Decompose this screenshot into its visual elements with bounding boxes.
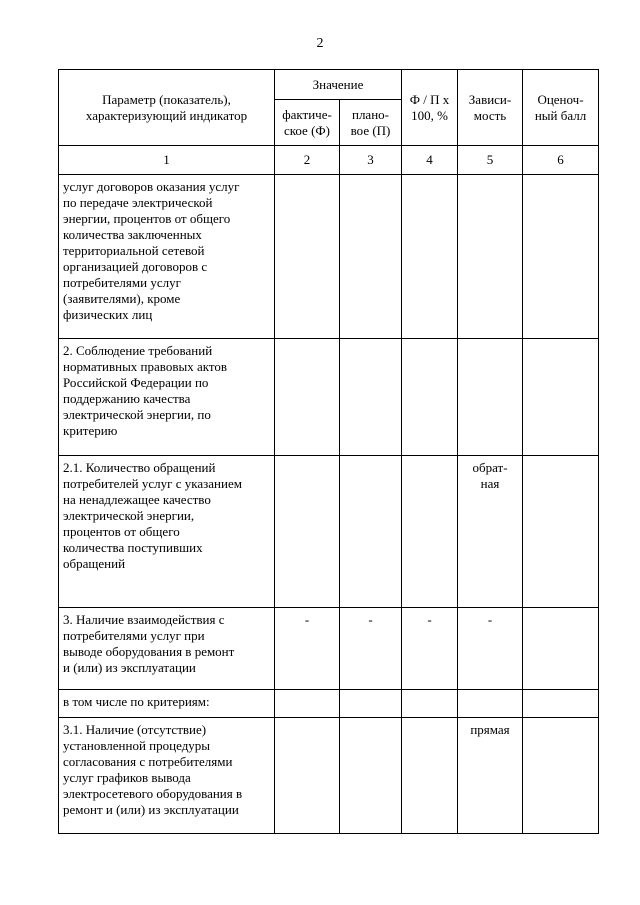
ratio-cell — [402, 456, 458, 608]
header-value-group: Значение — [275, 70, 402, 100]
parameter-cell: 3. Наличие взаимодействия с потребителями услуг при выводе оборудования в ремонт и (или) из эксплуатации — [59, 608, 275, 690]
parameter-cell: услуг договоров оказания услуг по передаче электрической энергии, процентов от общего количества заключенных территориальной сетевой организацией договоров с потребителями услуг (заявителями), кроме физических лиц — [59, 175, 275, 339]
column-number: 3 — [340, 146, 402, 175]
score-cell — [523, 339, 599, 456]
actual-cell — [275, 718, 340, 834]
actual-cell — [275, 690, 340, 718]
actual-cell — [275, 456, 340, 608]
table-row — [59, 175, 599, 339]
column-number: 1 — [59, 146, 275, 175]
score-cell — [523, 718, 599, 834]
score-cell — [523, 175, 599, 339]
table-row — [59, 339, 599, 456]
header-parameter: Параметр (показатель), характеризующий индикатор — [59, 70, 275, 146]
dependency-cell — [458, 339, 523, 456]
parameter-cell: 2.1. Количество обращений потребителей услуг с указанием на ненадлежащее качество электрической энергии, процентов от общего количества поступивших обращений — [59, 456, 275, 608]
actual-cell: - — [275, 608, 340, 690]
score-cell — [523, 608, 599, 690]
dependency-cell: - — [458, 608, 523, 690]
planned-cell — [340, 718, 402, 834]
column-number-row — [59, 146, 599, 175]
dependency-cell: обрат- ная — [458, 456, 523, 608]
table-row — [59, 608, 599, 690]
parameter-cell: 3.1. Наличие (отсутствие) установленной процедуры согласования с потребителями услуг графиков вывода электросетевого оборудования в ремонт и (или) из эксплуатации — [59, 718, 275, 834]
dependency-cell: прямая — [458, 718, 523, 834]
page-number: 2 — [316, 36, 324, 51]
column-number: 4 — [402, 146, 458, 175]
header-actual: фактиче- ское (Ф) — [275, 100, 340, 146]
column-number: 6 — [523, 146, 599, 175]
column-number: 5 — [458, 146, 523, 175]
parameter-cell: в том числе по критериям: — [59, 690, 275, 718]
planned-cell — [340, 175, 402, 339]
dependency-cell — [458, 690, 523, 718]
dependency-cell — [458, 175, 523, 339]
ratio-cell — [402, 690, 458, 718]
ratio-cell — [402, 718, 458, 834]
score-cell — [523, 690, 599, 718]
score-cell — [523, 456, 599, 608]
planned-cell: - — [340, 608, 402, 690]
parameter-cell: 2. Соблюдение требований нормативных правовых актов Российской Федерации по поддержанию качества электрической энергии, по критерию — [59, 339, 275, 456]
table-row — [59, 456, 599, 608]
planned-cell — [340, 456, 402, 608]
planned-cell — [340, 339, 402, 456]
table-row — [59, 718, 599, 834]
column-number: 2 — [275, 146, 340, 175]
actual-cell — [275, 339, 340, 456]
actual-cell — [275, 175, 340, 339]
ratio-cell — [402, 175, 458, 339]
header-dependency: Зависи- мость — [458, 70, 523, 146]
ratio-cell: - — [402, 608, 458, 690]
table-row — [59, 690, 599, 718]
planned-cell — [340, 690, 402, 718]
indicator-table — [58, 69, 599, 834]
header-row-top — [59, 70, 599, 100]
header-planned: плано- вое (П) — [340, 100, 402, 146]
header-score: Оценоч- ный балл — [523, 70, 599, 146]
ratio-cell — [402, 339, 458, 456]
header-ratio: Ф / П х 100, % — [402, 70, 458, 146]
